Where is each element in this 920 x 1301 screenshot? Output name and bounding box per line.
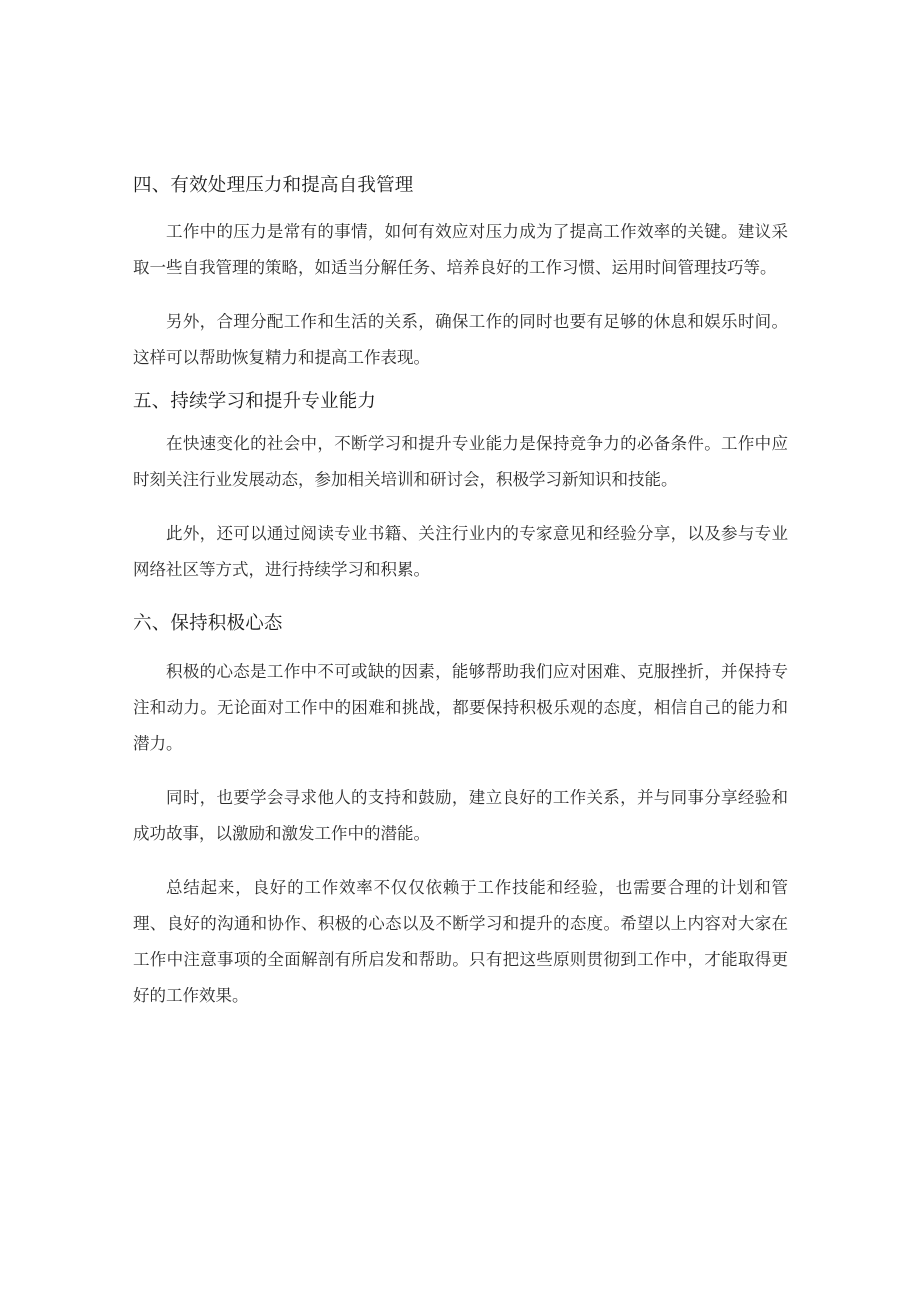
conclusion-paragraph: 总结起来，良好的工作效率不仅仅依赖于工作技能和经验，也需要合理的计划和管理、良好的沟通和协作、积极的心态以及不断学习和提升的态度。希望以上内容对大家在工作中注意事项的全面解剖有所启发和帮助。只有把这些原则贯彻到工作中，才能取得更好的工作效果。 [133,878,788,1005]
section-4-paragraph-1: 工作中的压力是常有的事情，如何有效应对压力成为了提高工作效率的关键。建议采取一些自我管理的策略，如适当分解任务、培养良好的工作习惯、运用时间管理技巧等。 [133,222,788,277]
section-6-paragraph-1: 积极的心态是工作中不可或缺的因素，能够帮助我们应对困难、克服挫折，并保持专注和动力。无论面对工作中的困难和挑战，都要保持积极乐观的态度，相信自己的能力和潜力。 [133,662,788,753]
section-4-paragraph-2: 另外，合理分配工作和生活的关系，确保工作的同时也要有足够的休息和娱乐时间。这样可以帮助恢复精力和提高工作表现。 [133,312,788,367]
section-heading-6: 六、保持积极心态 [133,613,283,634]
section-heading-4: 四、有效处理压力和提高自我管理 [133,175,414,196]
section-6-paragraph-2: 同时，也要学会寻求他人的支持和鼓励，建立良好的工作关系，并与同事分享经验和成功故事，以激励和激发工作中的潜能。 [133,788,788,843]
section-heading-5: 五、持续学习和提升专业能力 [133,391,377,412]
section-5-paragraph-2: 此外，还可以通过阅读专业书籍、关注行业内的专家意见和经验分享，以及参与专业网络社区等方式，进行持续学习和积累。 [133,524,788,579]
section-5-paragraph-1: 在快速变化的社会中，不断学习和提升专业能力是保持竞争力的必备条件。工作中应时刻关注行业发展动态，参加相关培训和研讨会，积极学习新知识和技能。 [133,434,788,489]
